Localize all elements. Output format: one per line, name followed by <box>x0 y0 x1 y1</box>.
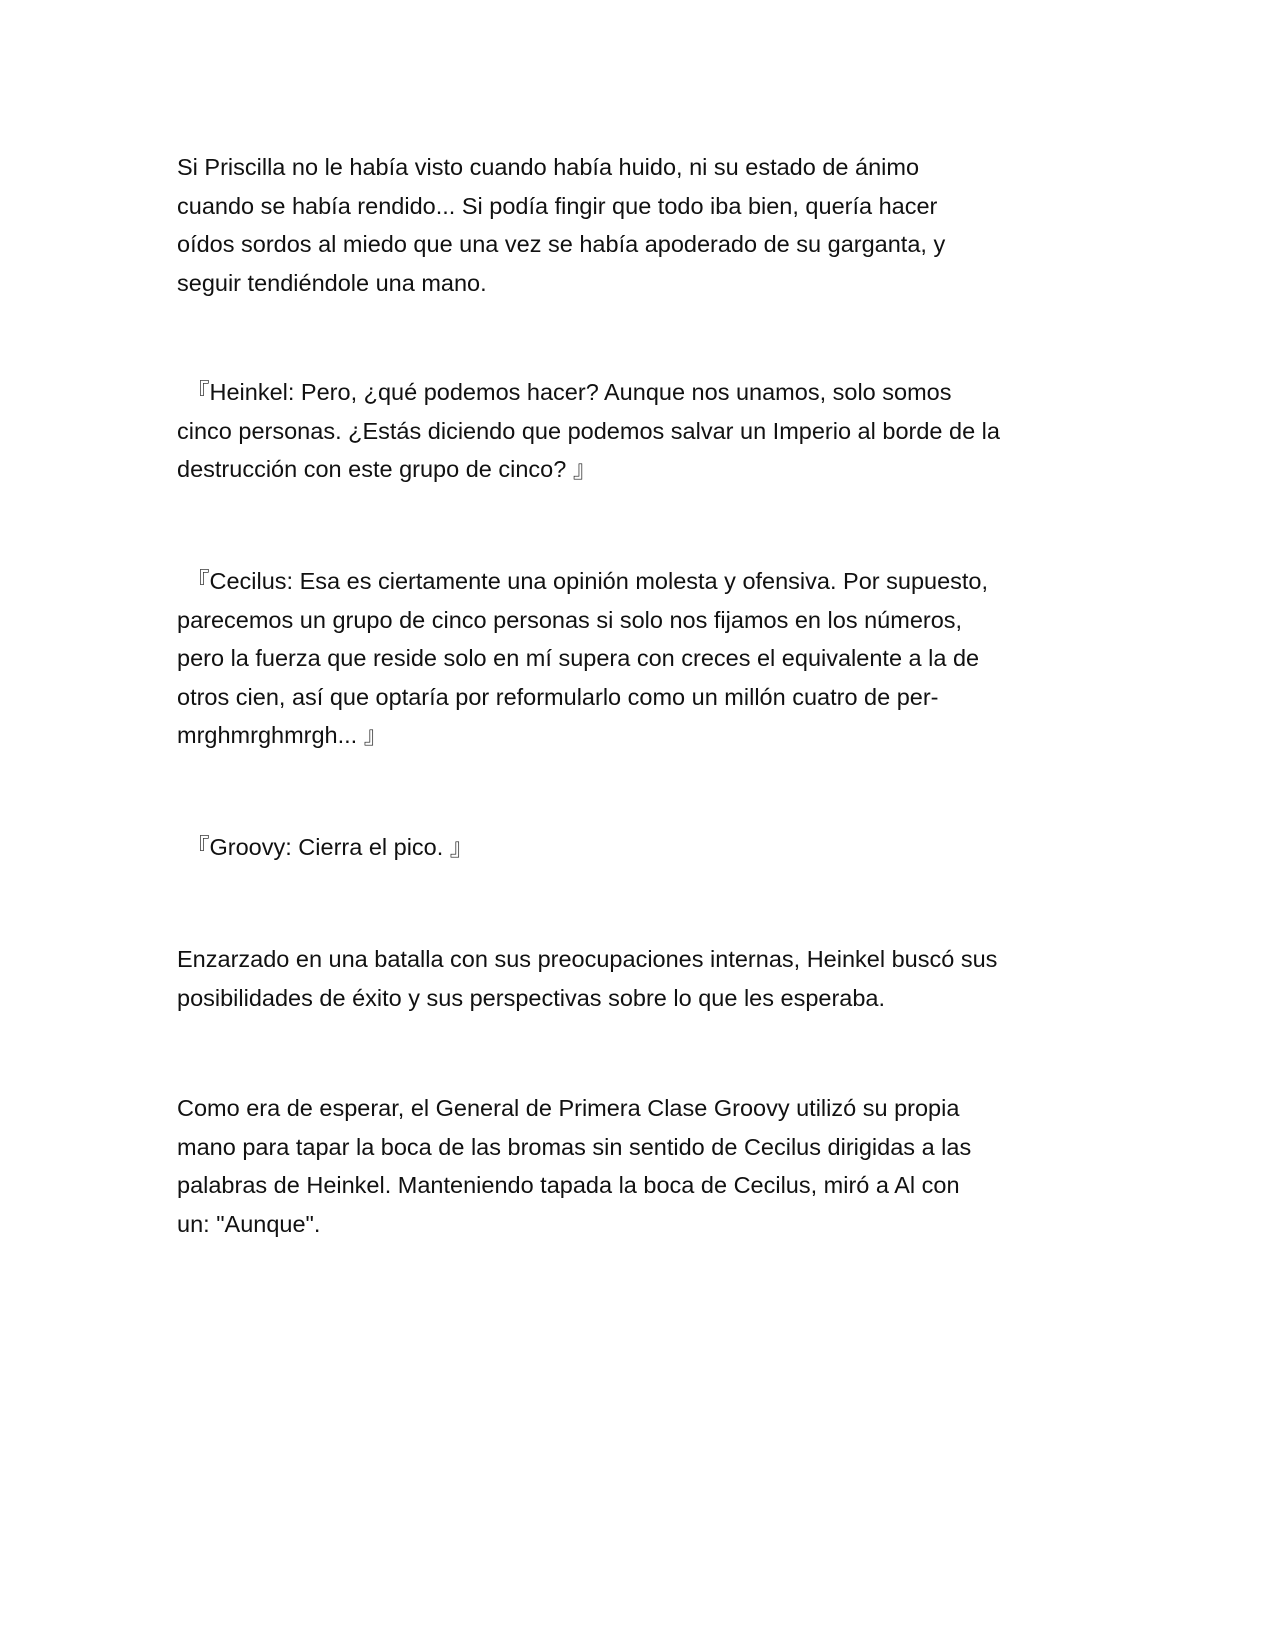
text-line: mano para tapar la boca de las bromas sin sentido de Cecilus dirigidas a las <box>177 1133 972 1160</box>
text-line: palabras de Heinkel. Manteniendo tapada la boca de Cecilus, miró a Al con <box>177 1172 960 1198</box>
text-line: parecemos un grupo de cinco personas si solo nos fijamos en los números, <box>177 606 963 633</box>
text-line: cuando se había rendido... Si podía fingir que todo iba bien, quería hacer <box>177 192 938 219</box>
dialogue-paragraph-cecilus <box>177 562 1117 755</box>
text-line: 『Heinkel: Pero, ¿qué podemos hacer? Aunque nos unamos, solo somos <box>186 379 952 405</box>
text-line: Enzarzado en una batalla con sus preocupaciones internas, Heinkel buscó sus <box>177 946 998 972</box>
text-line: oídos sordos al miedo que una vez se había apoderado de su garganta, y <box>177 231 946 257</box>
text-line: mrghmrghmrgh... 』 <box>177 722 388 748</box>
narration-paragraph <box>177 148 1117 302</box>
narration-paragraph <box>177 940 1117 1017</box>
text-line: pero la fuerza que reside solo en mí supera con creces el equivalente a la de <box>177 645 980 671</box>
text-line: posibilidades de éxito y sus perspectivas sobre lo que les esperaba. <box>177 984 886 1011</box>
text-line: destrucción con este grupo de cinco? 』 <box>177 456 597 482</box>
dialogue-paragraph-groovy <box>177 828 1117 867</box>
text-line: Como era de esperar, el General de Primera Clase Groovy utilizó su propia <box>177 1095 960 1121</box>
narration-paragraph <box>177 1089 1117 1243</box>
text-line: Si Priscilla no le había visto cuando había huido, ni su estado de ánimo <box>177 154 920 180</box>
text-line: otros cien, así que optaría por reformularlo como un millón cuatro de per- <box>177 683 939 710</box>
text-line: 『Groovy: Cierra el pico. 』 <box>186 834 474 860</box>
text-line: seguir tendiéndole una mano. <box>177 269 487 296</box>
dialogue-paragraph-heinkel <box>177 373 1117 489</box>
text-line: cinco personas. ¿Estás diciendo que podemos salvar un Imperio al borde de la <box>177 417 1000 444</box>
text-line: 『Cecilus: Esa es ciertamente una opinión molesta y ofensiva. Por supuesto, <box>186 568 989 594</box>
text-line: un: "Aunque". <box>177 1210 321 1237</box>
